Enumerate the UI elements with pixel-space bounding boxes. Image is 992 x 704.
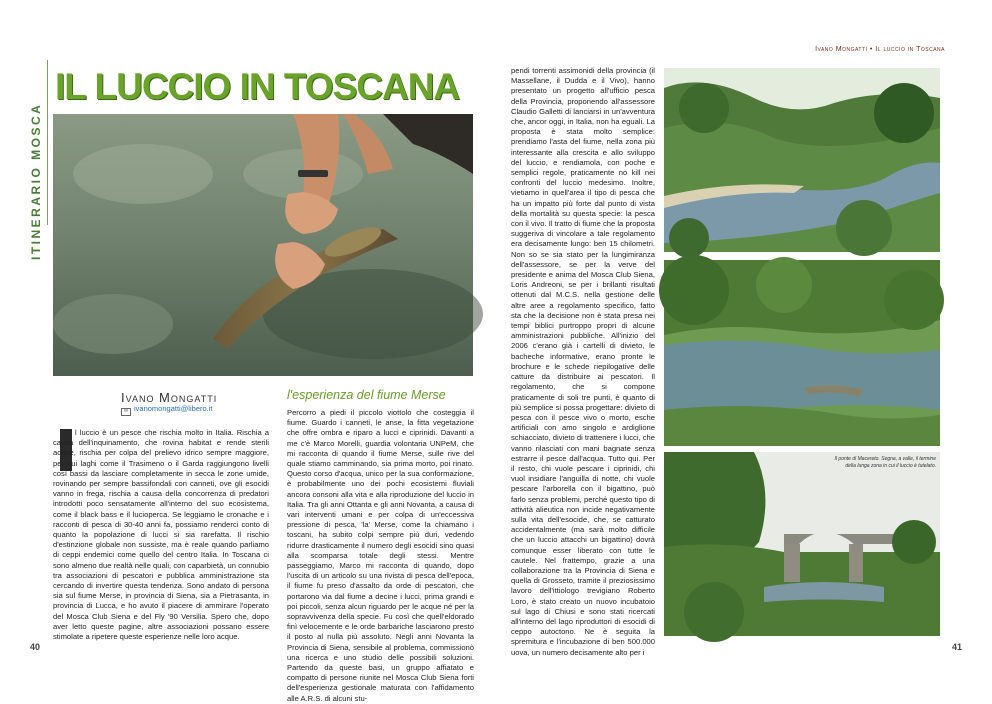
column-3 <box>511 66 655 657</box>
column-1-text: l luccio è un pesce che rischia molto in Italia. Rischia a causa dell'inquinamento, che rovina habitat e rende sterili acque, rischia per colpa del prelievo idrico sempre maggiore, per cui laghi come il Trasimeno o il Garda raggiungono livelli così bassi da lasciare completamente in secca le zone umide, rovinando per sempre bassifondali con canneti, ove gli esocidi vanno in frega, rischia a causa della concorrenza di predatori introdotti poco sensatamente all'interno del suo ecosistema, come il black bass e il lucioperca. Se leggiamo le cronache e i racconti di pesca di 30-40 anni fa, possiamo renderci conto di quanto la popolazione di lucci si sia rarefatta. Il rischio d'estinzione globale non sussiste, ma è reale quando parliamo di ceppi endemici come quello del centro Italia. In Toscana ci sono almeno due realtà nelle quali, con caparbietà, un connubio tra associazioni di pescatori e pubblica amministrazione sta cercando di invertire questa tendenza. Sono andato di persona sia sul fiume Merse, in provincia di Siena, sia a Pietrasanta, in provincia di Lucca, e ho avuto il piacere di ammirare l'operato del Mosca Club Siena e del Fly '90 Versilia. Spero che, dopo aver letto queste pagine, altre associazioni possano essere stimolate a ripetere queste esperienze nelle loro acque. <box>53 428 269 642</box>
article-title: IL LUCCIO IN TOSCANA <box>55 66 460 107</box>
section-tab-label: ITINERARIO MOSCA <box>29 102 43 260</box>
email-icon: ✉ <box>121 408 131 416</box>
river-reeds-illustration <box>664 260 940 446</box>
page-number-right: 41 <box>952 642 963 652</box>
river-bend-illustration <box>664 68 940 252</box>
author-email[interactable] <box>121 404 213 416</box>
section-divider <box>47 60 48 225</box>
main-photo-pike <box>53 114 473 376</box>
column-2 <box>287 408 474 703</box>
column-2-text: Percorro a piedi il piccolo viottolo che costeggia il fiume. Guardo i canneti, le anse, la fitta vegetazione che offre ombra e riparo a lucci e ciprinidi. Davanti a me c'è Marco Morelli, guardia volontaria UNPeM, che mi racconta di quando il fiume Merse, sulle rive del quale stiamo camminando, sia prima morto, poi rinato. Questo corso d'acqua, unico per la sua conformazione, è probabilmente uno dei pochi ecosistemi fluviali ancora consoni alla vita e alla riproduzione del luccio in Italia. Tra gli anni Ottanta e gli anni Novanta, a causa di vari interventi umani e per colpa di un'eccessiva pressione di pesca, 'la' Merse, come la chiamano i toscani, ha subito colpi sempre più duri, vedendo ridurre drasticamente il numero degli esocidi sino quasi alla scomparsa totale degli stessi. Mentre passeggiamo, Marco mi racconta di quando, dopo l'uscita di un articolo su una rivista di pesca dell'epoca, il fiume fu preso d'assalto da orde di pescatori, che portarono via dal fiume a decine i lucci, prima grandi e poi piccoli, senza alcun riguardo per le acque né per la sopravvivenza della specie. Fu così che quell'eldorado finì velocemente e le orde barbariche lasciarono presto il posto al nulla più assoluto. Negli anni Novanta la Provincia di Siena, sensibile al problema, commissionò una ricerca e uno studio delle possibili soluzioni. Partendo da queste basi, un gruppo affiatato e compatto di persone riunite nel Mosca Club Siena forti dell'esperienza gestionale maturata con l'affidamento alle A.R.S. di alcuni stu- <box>287 408 474 703</box>
column-3-text: pendi torrenti assimonidi della provincia (il Massellane, il Dudda e il Vivo), hanno presentato un progetto all'ufficio pesca della Provincia, proponendo all'assessore Claudio Galletti di lanciarsi in un'avventura che, ancor oggi, in Italia, non ha eguali. La proposta è stata molto semplice: prendiamo l'asta del fiume, nella zona più interessante alla crescita e allo sviluppo del luccio, e rendiamola, con poche e semplici regole, praticamente no kill nei confronti del luccio medesimo. Inoltre, vietiamo in quell'area il tipo di pesca che ha un impatto più forte dal punto di vista della mortalità su questa specie: la pesca con il vivo. Il tratto di fiume che la proposta suggeriva di vincolare a tale regolamento era decisamente lungo: ben 15 chilometri. Non so se sia stato per la lungimiranza dell'assessore, se per la verve del presidente e anima del Mosca Club Siena, Loris Andreoni, se per i brillanti risultati ottenuti dal M.C.S. nella gestione delle altre aree a regolamento specifico, fatto sta che la decisione non è stata presa nei tempi biblici purtroppo propri di alcune amministrazioni pubbliche. All'inizio del 2006 c'erano già i cartelli di divieto, le bacheche informative, erano pronte le brochure e le schede riepilogative delle catture da distribuire ai pescatori. Il regolamento, che si compone praticamente di soli tre punti, è quanto di più semplice si possa progettare: divieto di pesca con il pesce vivo o morto, esche artificiali con amo singolo e ardiglione schiacciato, divieto di trattenere i lucci, che vanno rilasciati con mani bagnate senza estrarre il pesce dall'acqua. Tutto qui. Per il resto, chi vuole pescare i ciprinidi, chi vuol insidiare l'anguilla di notte, chi vuole pescare l'arborella con il bigattino, può farlo senza problemi, perché questo tipo di attività alieutica non incide negativamente sulla vita dell'esocide, che, se catturato accidentalmente (ma sarà molto difficile che un luccio attacchi un bigattino) dovrà comunque esser liberato con tutte le cautele. Nel frattempo, grazie a una collaborazione tra la Provincia di Siena e quella di Grosseto, tramite il preziosissimo lavoro dell'ittiologo trevigiano Roberto Loro, è stato creato un nuovo incubatoio sul lago di Chiusi e sono stati ricercati all'interno del lago riproduttori di esocidi di ceppo autoctono. Ne è seguita la spremitura e l'incubazione di ben 500.000 uova, un numero decisamente alto per i <box>511 66 655 657</box>
river-photo-2 <box>664 260 940 446</box>
bridge-illustration <box>664 452 940 636</box>
subheading: l'esperienza del fiume Merse <box>287 388 446 402</box>
pike-photo-illustration <box>53 114 473 376</box>
bridge-photo <box>664 452 940 636</box>
bridge-photo-caption: Il ponte di Macereto. Segna, a valle, il termine della lunga zona in cui il luccio è tutelato. <box>834 456 936 469</box>
author-name: Ivano Mongatti <box>121 390 218 405</box>
page-number-left: 40 <box>30 642 41 652</box>
author-email-text: ivanomongatti@libero.it <box>134 404 213 413</box>
column-1 <box>53 428 269 646</box>
river-photo-1 <box>664 68 940 252</box>
running-head: Ivano Mongatti • Il luccio in Toscana <box>815 46 945 53</box>
